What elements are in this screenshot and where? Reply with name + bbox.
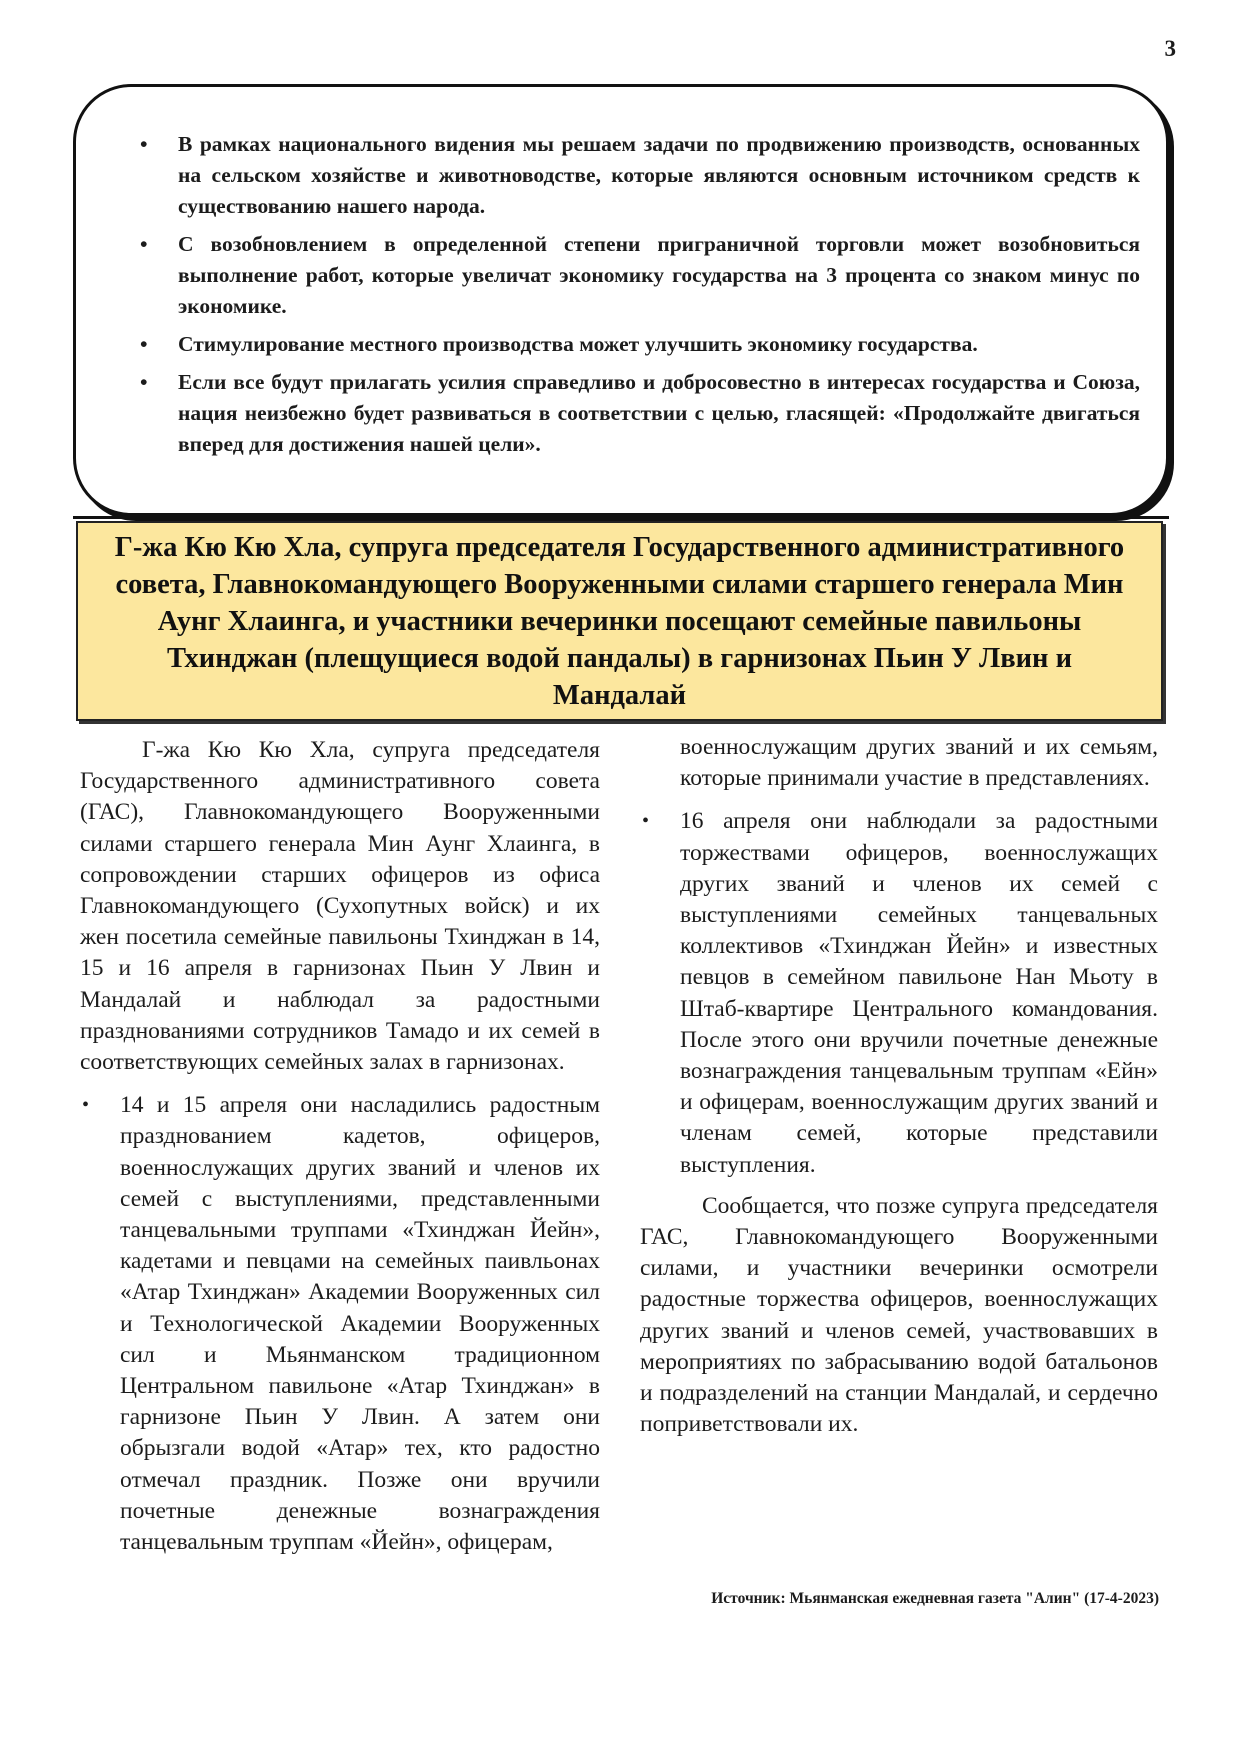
bullet-icon: • <box>140 370 148 394</box>
article-column-right <box>640 732 1158 1440</box>
bullet-icon: • <box>140 232 148 256</box>
bullet-icon: • <box>82 1094 90 1117</box>
article-bullet-item <box>640 806 1158 1180</box>
article-bullet-list <box>80 1090 600 1558</box>
summary-item <box>140 329 1140 360</box>
headline-box <box>76 521 1163 721</box>
summary-box <box>73 84 1169 516</box>
article-bullet-text: 16 апреля они наблюдали за радостными торжествами офицеров, военнослужащих других званий и членов их семей с выступлениями семейных танцевальных коллективов «Тхинджан Йейн» и известных певцов в семейном павильоне Нан Мьоту в Штаб-квартире Центрального командования. После этого они вручили почетные денежные вознаграждения танцевальным труппам «Ейн» и офицерам, военнослужащим других званий и членам семей, которые представили выступления. <box>680 808 1158 1178</box>
source-credit: Источник: Мьянманская ежедневная газета "Алин" (17-4-2023) <box>711 1590 1159 1607</box>
summary-item-text: В рамках национального видения мы решаем задачи по продвижению производств, основанных на сельском хозяйстве и животноводстве, которые являются основным источником средств к существованию нашего народа. <box>178 132 1140 218</box>
bullet-icon: • <box>140 332 148 356</box>
summary-item-text: Если все будут прилагать усилия справедливо и добросовестно в интересах государства и Союза, нация неизбежно будет развиваться в соответствии с целью, гласящей: «Продолжайте двигаться вперед для достижения нашей цели». <box>178 370 1140 456</box>
article-headline: Г-жа Кю Кю Хла, супруга председателя Государственного административного совета, Главнокомандующего Вооруженными силами старшего генерала Мин Аунг Хлаинга, и участники вечеринки посещают семейные павильоны Тхинджан (плещущиеся водой пандалы) в гарнизонах Пьин У Лвин и Мандалай <box>114 531 1125 711</box>
summary-item <box>140 229 1140 322</box>
bullet-icon: • <box>140 132 148 156</box>
summary-item <box>140 129 1140 222</box>
summary-list <box>140 129 1140 467</box>
article-column-left <box>80 735 600 1558</box>
article-bullet-item <box>80 1090 600 1558</box>
article-bullet-continuation: военнослужащим других званий и их семьям, которые принимали участие в представлениях. <box>680 734 1158 792</box>
page-number: 3 <box>1164 36 1176 61</box>
article-closing: Сообщается, что позже супруга председателя ГАС, Главнокомандующего Вооруженными силами, и участники вечеринки осмотрели радостные торжества офицеров, военнослужащих других званий и членов семей, участвовавших в мероприятиях по забрасыванию водой батальонов и подразделений на станции Мандалай, и сердечно поприветствовали их. <box>640 1192 1158 1438</box>
article-bullet-list <box>640 806 1158 1180</box>
summary-item-text: С возобновлением в определенной степени приграничной торговли может возобновиться выполнение работ, которые увеличат экономику государства на 3 процента со знаком минус по экономике. <box>178 232 1140 318</box>
divider <box>73 516 1169 519</box>
summary-item-text: Стимулирование местного производства может улучшить экономику государства. <box>178 332 978 356</box>
article-bullet-text: 14 и 15 апреля они насладились радостным празднованием кадетов, офицеров, военнослужащих других званий и членов их семей с выступлениями, представленными танцевальными труппами «Тхинджан Йейн», кадетами и певцами на семейных паивльонах «Атар Тхинджан» Академии Вооруженных сил и Технологической Академии Вооруженных сил и Мьянманском традиционном Центральном павильоне «Атар Тхинджан» в гарнизоне Пьин У Лвин. А затем они обрызгали водой «Атар» тех, кто радостно отмечал праздник. Позже они вручили почетные денежные вознаграждения танцевальным труппам «Йейн», офицерам, <box>120 1092 600 1556</box>
summary-item <box>140 367 1140 460</box>
article-intro: Г-жа Кю Кю Хла, супруга председателя Государственного административного совета (ГАС), Главнокомандующего Вооруженными силами старшего генерала Мин Аунг Хлаинга, в сопровождении старших офицеров из офиса Главнокомандующего (Сухопутных войск) и их жен посетила семейные павильоны Тхинджан в 14, 15 и 16 апреля в гарнизонах Пьин У Лвин и Мандалай и наблюдал за радостными празднованиями сотрудников Тамадо и их семей в соответствующих семейных залах в гарнизонах. <box>80 737 600 1076</box>
bullet-icon: • <box>642 810 650 833</box>
